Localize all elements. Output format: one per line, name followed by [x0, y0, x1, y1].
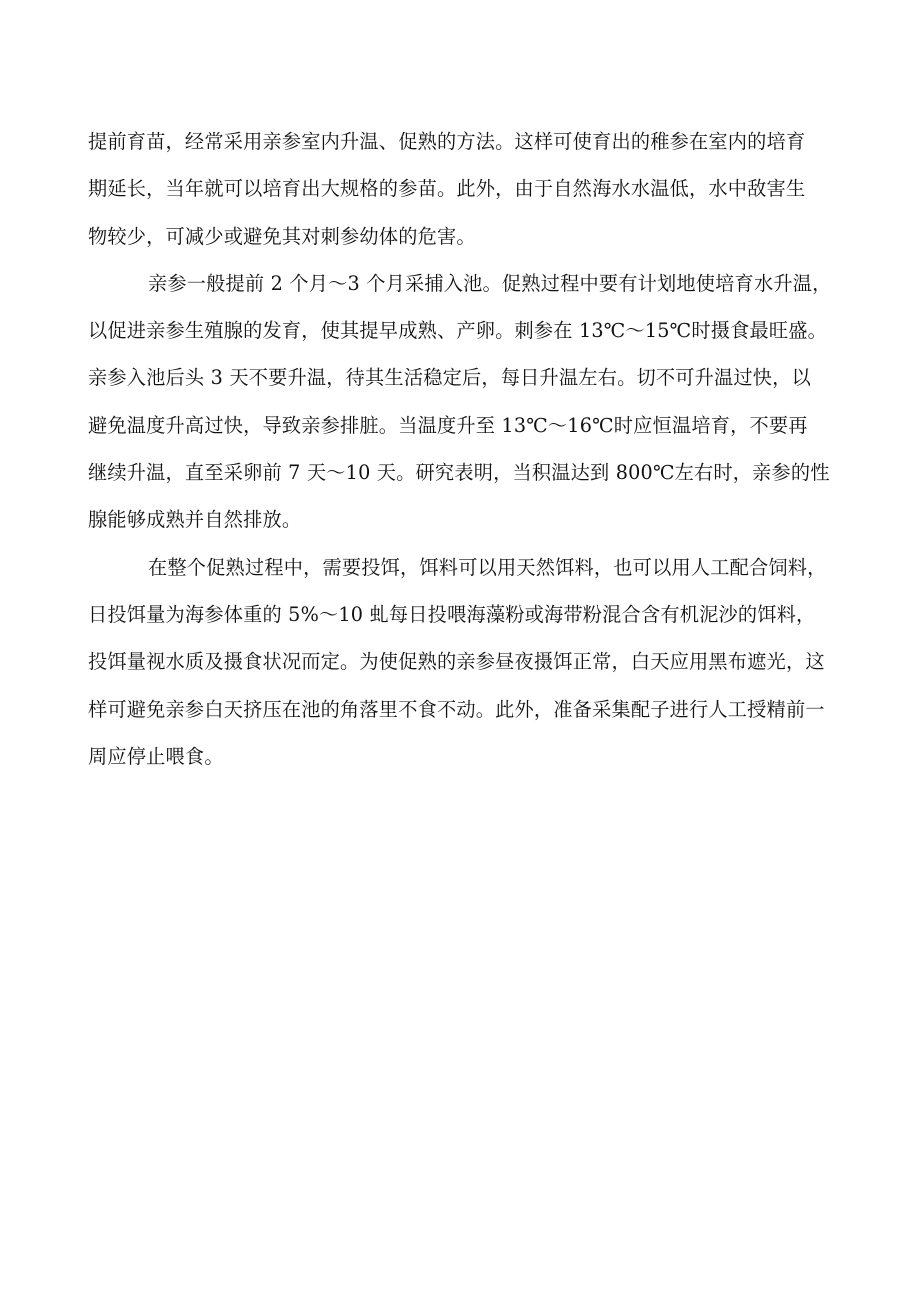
text-line: 继续升温，直至采卵前 7 天～10 天。研究表明，当积温达到 800℃左右时，亲参的性: [88, 461, 830, 485]
text-line: 以促进亲参生殖腺的发育，使其提早成熟、产卵。刺参在 13℃～15℃时摄食最旺盛。: [88, 319, 828, 343]
text-line: 避免温度升高过快，导致亲参排脏。当温度升至 13℃～16℃时应恒温培育，不要再: [88, 413, 808, 437]
text-line: 腺能够成熟并自然排放。: [88, 508, 302, 532]
text-line: 日投饵量为海参体重的 5%～10 虬每日投喂海藻粉或海带粉混合含有机泥沙的饵料，: [88, 602, 816, 626]
text-line: 亲参入池后头 3 天不要升温，待其生活稳定后，每日升温左右。切不可升温过快，以: [88, 366, 811, 390]
text-line: 亲参一般提前 2 个月～3 个月采捕入池。促熟过程中要有计划地使培育水升温，: [148, 271, 832, 295]
text-line: 物较少，可减少或避免其对刺参幼体的危害。: [88, 224, 476, 248]
text-line: 周应停止喂食。: [88, 744, 224, 768]
text-line: 提前育苗，经常采用亲参室内升温、促熟的方法。这样可使育出的稚参在室内的培育: [88, 130, 806, 153]
body-text: [88, 118, 844, 780]
paragraph-3: [88, 544, 844, 780]
paragraph-2: [88, 260, 844, 544]
text-line: 样可避免亲参白天挤压在池的角落里不食不动。此外，准备采集配子进行人工授精前一: [88, 697, 825, 721]
text-line: 投饵量视水质及摄食状况而定。为使促熟的亲参昼夜摄饵正常，白天应用黑布遮光，这: [88, 650, 825, 674]
paragraph-1: [88, 118, 844, 260]
text-line: 期延长，当年就可以培育出大规格的参苗。此外，由于自然海水水温低，水中敌害生: [88, 177, 806, 201]
text-line: 在整个促熟过程中，需要投饵，饵料可以用天然饵料，也可以用人工配合饲料，: [148, 555, 827, 579]
